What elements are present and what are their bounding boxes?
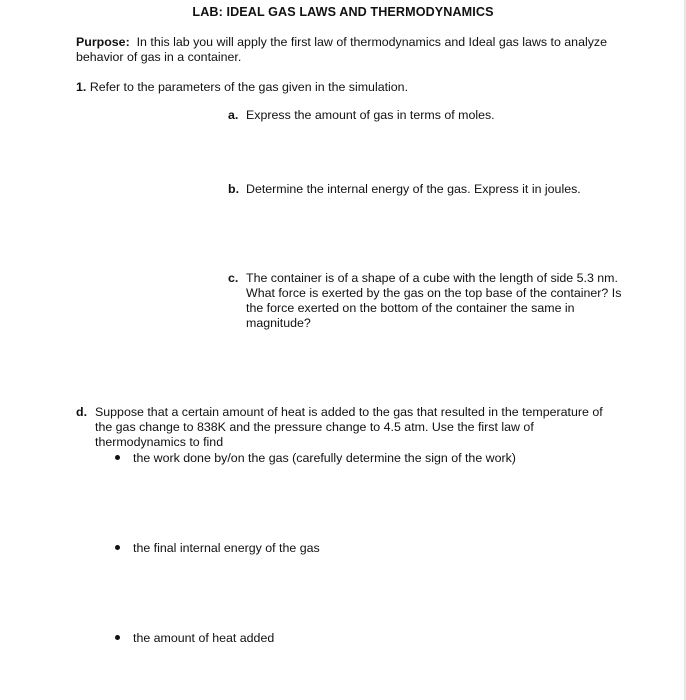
question-1: 1. Refer to the parameters of the gas given in the simulation. [76, 80, 409, 94]
purpose-label: Purpose [76, 35, 126, 49]
question-1b-text: Determine the internal energy of the gas. Express it in joules. [246, 182, 581, 196]
question-1d [76, 405, 616, 450]
question-1-text: Refer to the parameters of the gas given in the simulation. [89, 80, 409, 94]
bullet-item [115, 451, 595, 466]
question-1c-letter: c. [228, 271, 239, 285]
question-1a [228, 108, 628, 123]
bullet-text: the amount of heat added [133, 631, 275, 645]
question-1a-letter: a. [228, 108, 239, 122]
question-1d-letter: d. [76, 405, 88, 419]
bullet-item [115, 631, 595, 646]
purpose-text: In this lab you will apply the first law of thermodynamics and Ideal gas laws to analyze behavior of gas in a container. [76, 35, 607, 64]
page-title: LAB: IDEAL GAS LAWS AND THERMODYNAMICS [192, 5, 494, 19]
question-1c [228, 271, 628, 331]
question-1c-text: The container is of a shape of a cube with the length of side 5.3 nm. What force is exerted by the gas on the top base of the container? Is the force exerted on the bottom of the container the same in magnitude? [246, 271, 622, 330]
purpose-paragraph: Purpose: In this lab you will apply the first law of thermodynamics and Ideal gas laws to analyze behavior of gas in a container. [76, 35, 607, 64]
bullet-icon [115, 455, 120, 460]
bullet-icon [115, 545, 120, 550]
question-1a-text: Express the amount of gas in terms of moles. [246, 108, 495, 122]
bullet-text: the final internal energy of the gas [133, 541, 320, 555]
bullet-icon [115, 635, 120, 640]
question-1d-text: Suppose that a certain amount of heat is added to the gas that resulted in the temperature of the gas change to 838K and the pressure change to 4.5 atm. Use the first law of thermodynamics to find [95, 405, 603, 449]
bullet-text: the work done by/on the gas (carefully determine the sign of the work) [133, 451, 516, 465]
bullet-item [115, 541, 595, 556]
question-1b [228, 182, 628, 197]
question-1b-letter: b. [228, 182, 240, 196]
question-1-number: 1 [76, 80, 83, 94]
